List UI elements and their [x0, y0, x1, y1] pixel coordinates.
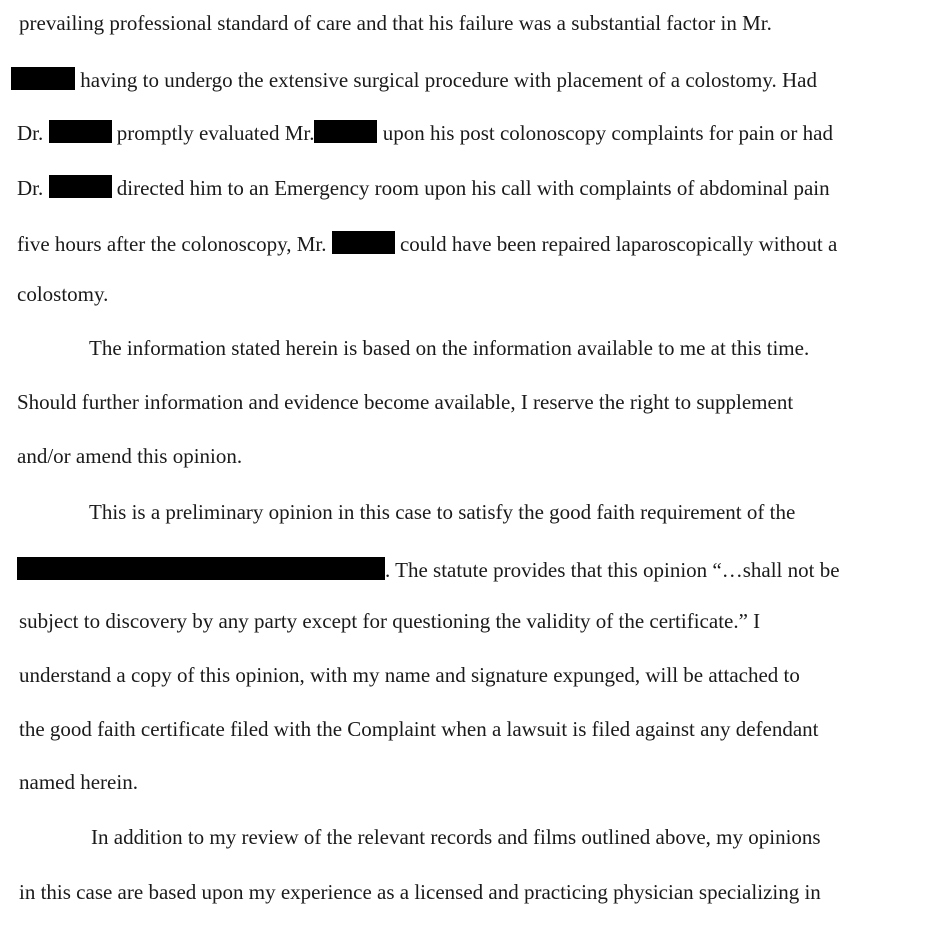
text-segment: subject to discovery by any party except for questioning the validity of the certificate.” I — [19, 609, 761, 633]
text-segment: colostomy. — [17, 282, 109, 306]
text-segment: . The statute provides that this opinion “…shall not be — [385, 558, 840, 582]
paragraph-1-line-1 — [19, 13, 772, 34]
paragraph-3-line-3 — [19, 611, 760, 632]
text-segment: named herein. — [19, 770, 138, 794]
text-segment: could have been repaired laparoscopically without a — [394, 232, 838, 256]
paragraph-1-line-5 — [17, 231, 837, 255]
redaction-block — [11, 67, 75, 90]
paragraph-3-line-2 — [17, 557, 840, 581]
text-segment: Dr. — [17, 121, 49, 145]
redaction-block — [332, 231, 395, 254]
text-segment: promptly evaluated Mr. — [111, 121, 315, 145]
text-segment: and/or amend this opinion. — [17, 444, 243, 468]
paragraph-3-line-4 — [19, 665, 800, 686]
paragraph-1-line-6 — [17, 284, 108, 305]
text-segment: five hours after the colonoscopy, Mr. — [17, 232, 332, 256]
text-segment: directed him to an Emergency room upon his call with complaints of abdominal pain — [111, 176, 830, 200]
redaction-block — [17, 557, 385, 580]
paragraph-2-line-1 — [89, 338, 809, 359]
paragraph-3-line-5 — [19, 719, 819, 740]
redaction-block — [314, 120, 377, 143]
paragraph-1-line-4 — [17, 175, 830, 199]
text-segment: This is a preliminary opinion in this case to satisfy the good faith requirement of the — [89, 500, 796, 524]
redaction-block — [49, 175, 112, 198]
paragraph-3-line-6 — [19, 772, 138, 793]
text-segment: Dr. — [17, 176, 49, 200]
paragraph-1-line-2 — [11, 67, 817, 91]
paragraph-2-line-2 — [17, 392, 793, 413]
paragraph-3-line-1 — [89, 502, 795, 523]
text-segment: upon his post colonoscopy complaints for pain or had — [377, 121, 833, 145]
text-segment: The information stated herein is based on the information available to me at this time. — [89, 336, 810, 360]
text-segment: prevailing professional standard of care and that his failure was a substantial factor in Mr. — [19, 11, 772, 35]
text-segment: Should further information and evidence become available, I reserve the right to supplement — [17, 390, 794, 414]
paragraph-1-line-3 — [17, 120, 833, 144]
text-segment: understand a copy of this opinion, with my name and signature expunged, will be attached to — [19, 663, 800, 687]
paragraph-4-line-2 — [19, 882, 821, 903]
paragraph-2-line-3 — [17, 446, 242, 467]
text-segment: having to undergo the extensive surgical procedure with placement of a colostomy. Had — [75, 68, 817, 92]
paragraph-4-line-1 — [91, 827, 821, 848]
text-segment: In addition to my review of the relevant records and films outlined above, my opinions — [91, 825, 821, 849]
redaction-block — [49, 120, 112, 143]
text-segment: in this case are based upon my experience as a licensed and practicing physician specializing in — [19, 880, 821, 904]
text-segment: the good faith certificate filed with the Complaint when a lawsuit is filed against any defendant — [19, 717, 819, 741]
